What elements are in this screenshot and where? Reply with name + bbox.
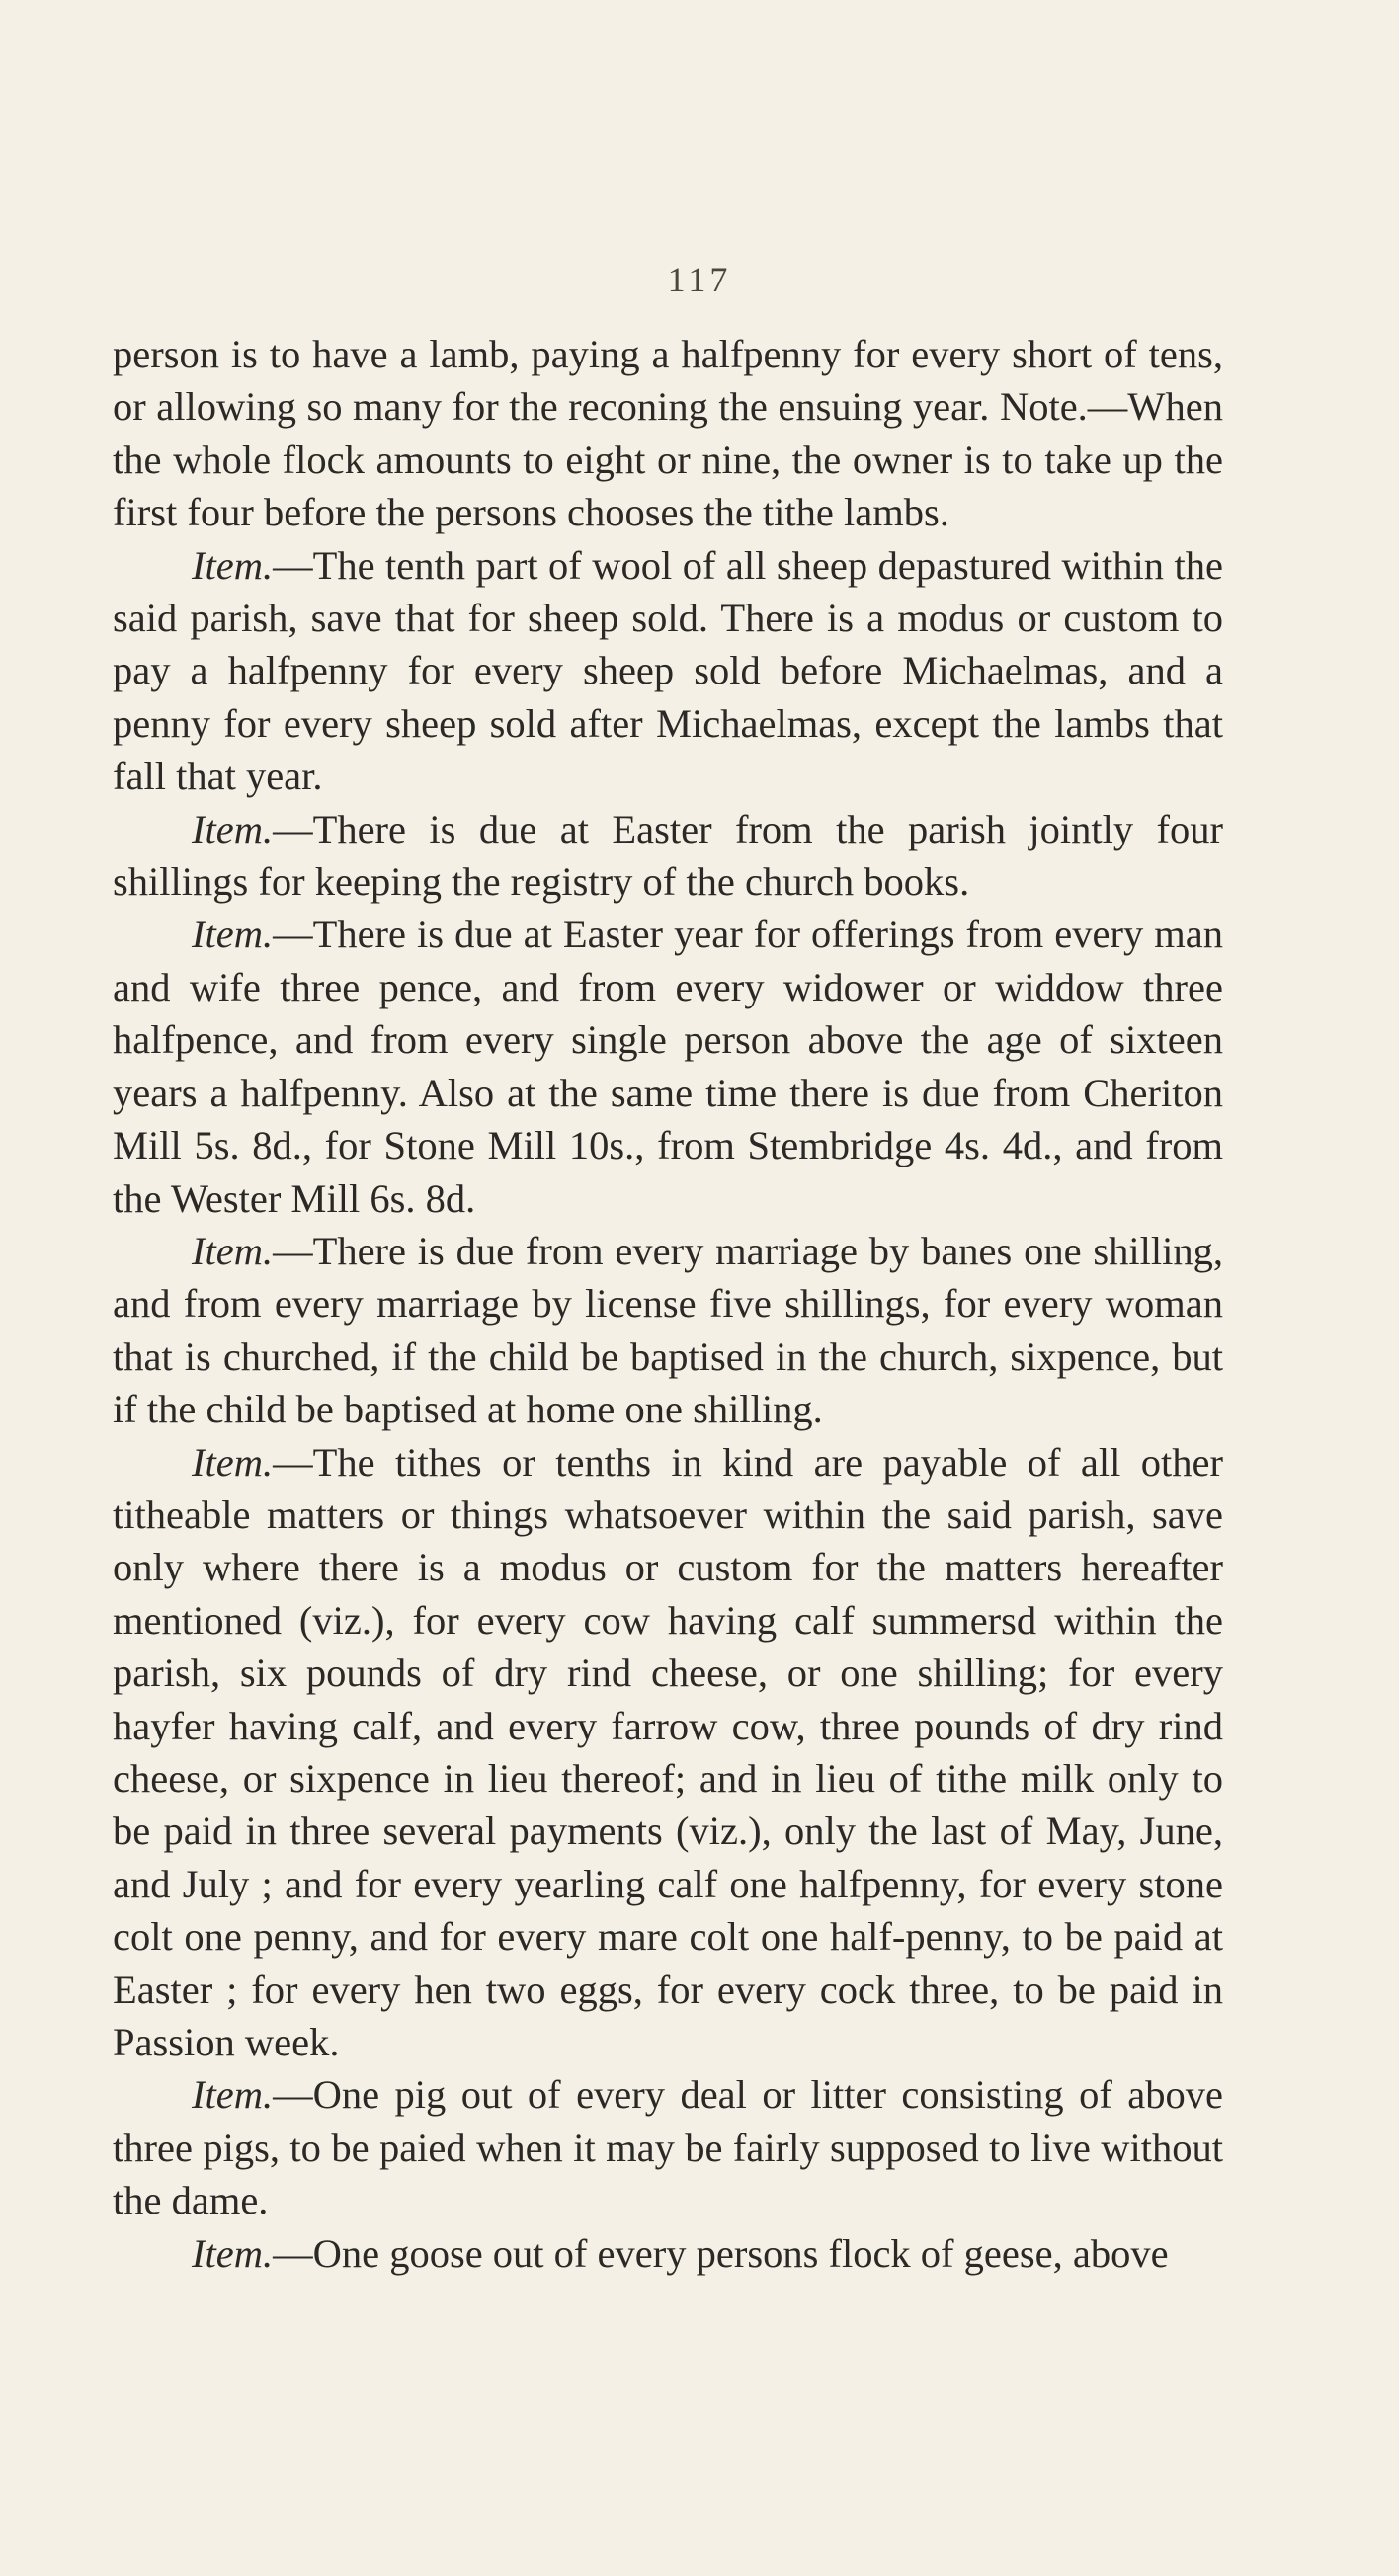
paragraph bbox=[113, 539, 1223, 803]
paragraph-text: —One pig out of every deal or litter consisting of above three pigs, to be paied when it may be fairly supposed to live without the dame. bbox=[113, 2072, 1223, 2223]
page-number: 117 bbox=[667, 260, 732, 299]
page-body bbox=[113, 328, 1223, 2280]
item-label: Item. bbox=[192, 806, 274, 851]
paragraph bbox=[113, 803, 1223, 909]
item-label: Item. bbox=[192, 2072, 274, 2118]
paragraph bbox=[113, 2227, 1223, 2280]
paragraph-text: —One goose out of every persons flock of geese, above bbox=[273, 2230, 1169, 2276]
item-label: Item. bbox=[192, 912, 274, 957]
paragraph-text: —There is due at Easter from the parish jointly four shillings for keeping the registry of the church books. bbox=[113, 806, 1223, 905]
item-label: Item. bbox=[192, 542, 274, 588]
paragraph bbox=[113, 2068, 1223, 2226]
paragraph-text: —The tenth part of wool of all sheep depastured within the said parish, save that for sheep sold. There is a modus or custom to pay a halfpenny for every sheep sold before Michaelmas, and a penny for every sheep sold after Michaelmas, except the lambs that fall that year. bbox=[113, 542, 1223, 799]
paragraph bbox=[113, 908, 1223, 1224]
paragraph-text: —There is due at Easter year for offerings from every man and wife three pence, and from every widower or widdow three halfpence, and from every single person above the age of sixteen years a halfpenny. Also at the same time there is due from Cheriton Mill 5s. 8d., for Stone Mill 10s., from Stembridge 4s. 4d., and from the Wester Mill 6s. 8d. bbox=[113, 912, 1223, 1221]
paragraph-text: —There is due from every marriage by banes one shilling, and from every marriage by license five shillings, for every woman that is churched, if the child be baptised in the church, sixpence, but if the child be baptised at home one shilling. bbox=[113, 1228, 1223, 1432]
item-label: Item. bbox=[192, 1439, 274, 1485]
paragraph-text: person is to have a lamb, paying a halfpenny for every short of tens, or allowing so many for the reconing the ensuing year. Note.—When the whole flock amounts to eight or nine, the owner is to take up the first four before the persons chooses the tithe lambs. bbox=[113, 332, 1223, 535]
item-label: Item. bbox=[192, 1228, 274, 1273]
paragraph bbox=[113, 1436, 1223, 2069]
paragraph-text: —The tithes or tenths in kind are payable of all other titheable matters or things whatsoever within the said parish, save only where there is a modus or custom for the matters hereafter mentioned (viz.), for every cow having calf summersd within the parish, six pounds of dry rind cheese, or one shilling; for every hayfer having calf, and every farrow cow, three pounds of dry rind cheese, or sixpence in lieu thereof; and in lieu of tithe milk only to be paid in three several payments (viz.), only the last of May, June, and July ; and for every yearling calf one halfpenny, for every stone colt one penny, and for every mare colt one half-penny, to be paid at Easter ; for every hen two eggs, for every cock three, to be paid in Passion week. bbox=[113, 1439, 1223, 2064]
paragraph bbox=[113, 328, 1223, 539]
paragraph bbox=[113, 1225, 1223, 1436]
item-label: Item. bbox=[192, 2230, 274, 2276]
